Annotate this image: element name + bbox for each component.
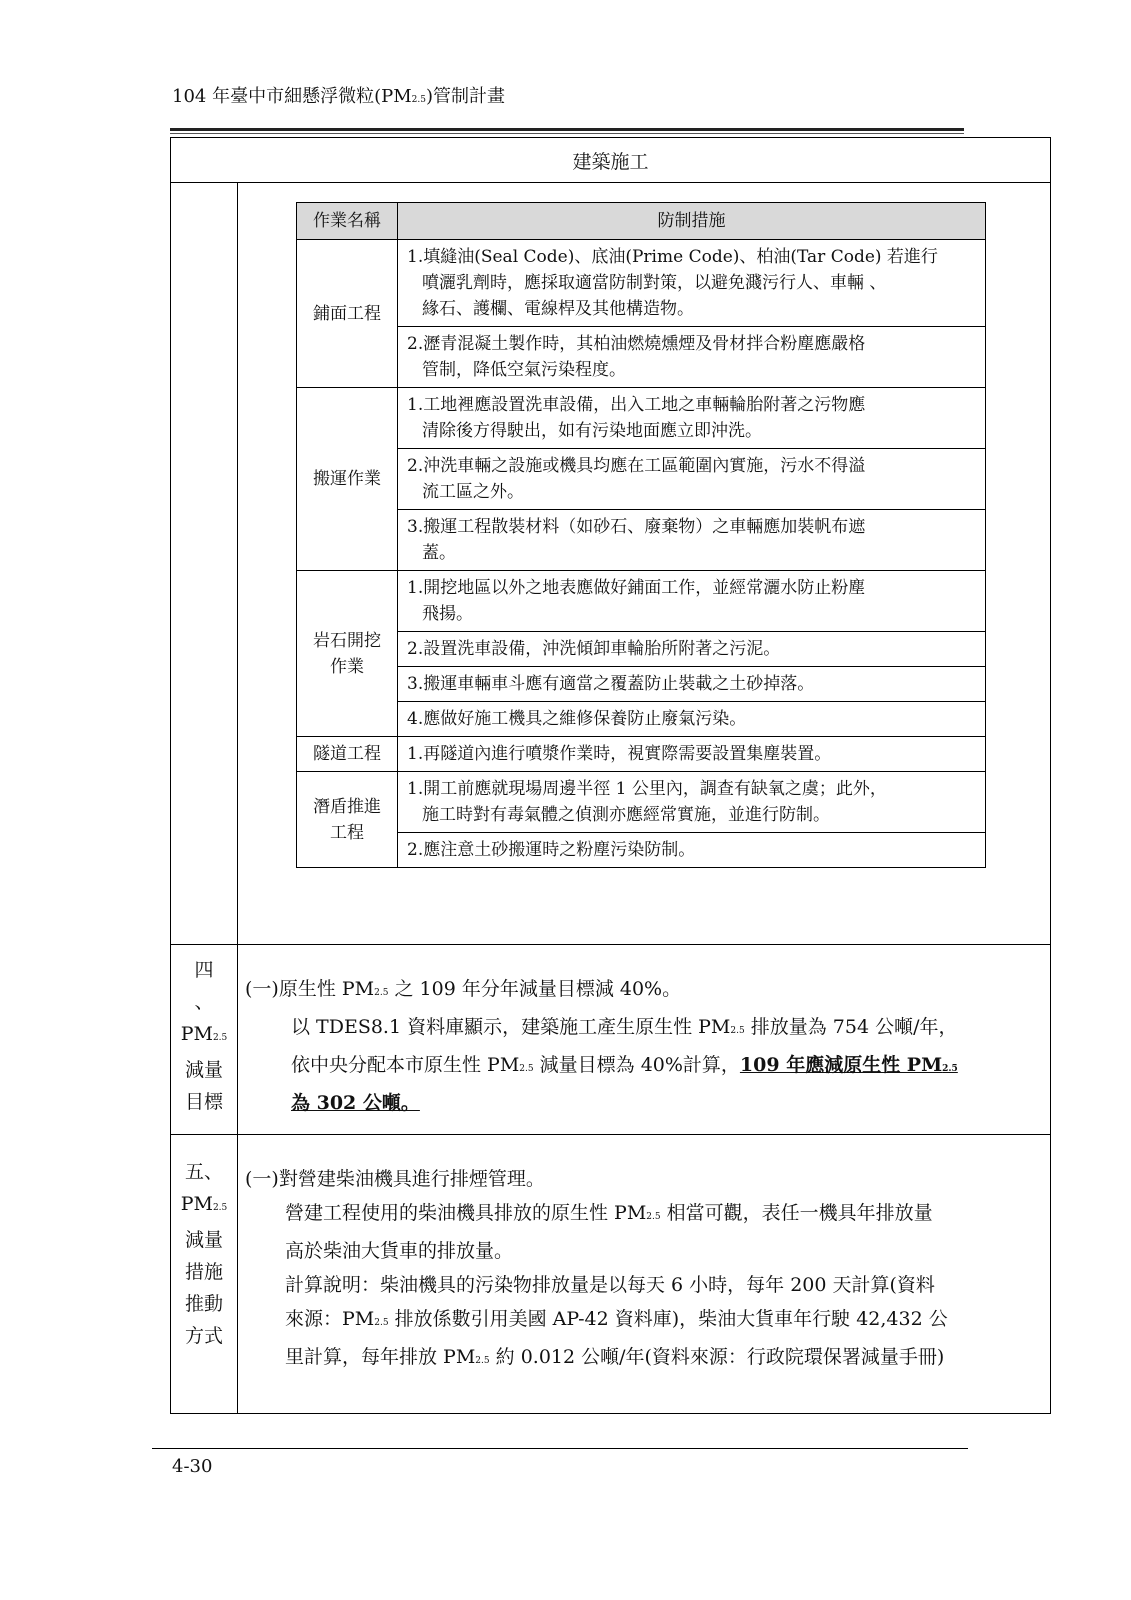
main-table bbox=[170, 137, 1051, 1414]
column-divider bbox=[237, 182, 238, 1413]
measure-cell: 2.設置洗車設備，沖洗傾卸車輪胎所附著之污泥。 bbox=[398, 632, 986, 667]
running-header: 104 年臺中市細懸浮微粒(PM2.5)管制計畫 bbox=[172, 86, 506, 107]
measure-cell: 4.應做好施工機具之維修保養防止廢氣污染。 bbox=[398, 702, 986, 737]
table-row bbox=[297, 737, 986, 772]
section5-text bbox=[245, 1162, 1045, 1378]
category-cell: 鋪面工程 bbox=[297, 240, 398, 388]
table-row bbox=[297, 833, 986, 868]
measure-cell: 3.搬運工程散裝材料（如砂石、廢棄物）之車輛應加裝帆布遮 蓋。 bbox=[398, 510, 986, 571]
measure-cell: 2.沖洗車輛之設施或機具均應在工區範圍內實施，污水不得溢 流工區之外。 bbox=[398, 449, 986, 510]
col-operation: 作業名稱 bbox=[297, 203, 398, 240]
paragraph: 來源：PM2.5 排放係數引用美國 AP-42 資料庫)，柴油大貨車年行駛 42,432 公 bbox=[285, 1308, 948, 1330]
table-row bbox=[297, 240, 986, 327]
table-row bbox=[297, 632, 986, 667]
measure-cell: 1.填縫油(Seal Code)、底油(Prime Code)、柏油(Tar Code) 若進行 噴灑乳劑時，應採取適當防制對策，以避免濺污行人、車輛 、 緣石、護欄、電線桿及其他構造物。 bbox=[398, 240, 986, 327]
category-cell: 搬運作業 bbox=[297, 388, 398, 571]
table-row bbox=[297, 449, 986, 510]
category-cell: 隧道工程 bbox=[297, 737, 398, 772]
paragraph: 營建工程使用的柴油機具排放的原生性 PM2.5 相當可觀，表任一機具年排放量 bbox=[285, 1202, 933, 1224]
paragraph: 依中央分配本市原生性 PM2.5 減量目標為 40%計算，109 年應減原生性 PM2.5 bbox=[291, 1054, 958, 1076]
paragraph: 高於柴油大貨車的排放量。 bbox=[285, 1240, 514, 1262]
measure-cell: 3.搬運車輛車斗應有適當之覆蓋防止裝載之土砂掉落。 bbox=[398, 667, 986, 702]
table-row bbox=[297, 571, 986, 632]
col-measures: 防制措施 bbox=[398, 203, 986, 240]
measure-cell: 1.再隧道內進行噴漿作業時，視實際需要設置集塵裝置。 bbox=[398, 737, 986, 772]
paragraph: 為 302 公噸。 bbox=[291, 1092, 420, 1114]
table-row bbox=[297, 702, 986, 737]
section4-text bbox=[245, 972, 1045, 1120]
highlight-target: 109 年應減原生性 PM2.5 bbox=[739, 1054, 958, 1076]
measure-cell: 2.瀝青混凝土製作時，其柏油燃燒燻煙及骨材拌合粉塵應嚴格 管制，降低空氣污染程度。 bbox=[398, 327, 986, 388]
measure-cell: 1.工地裡應設置洗車設備，出入工地之車輛輪胎附著之污物應 清除後方得駛出，如有污染地面應立即沖洗。 bbox=[398, 388, 986, 449]
measure-cell: 1.開挖地區以外之地表應做好鋪面工作，並經常灑水防止粉塵 飛揚。 bbox=[398, 571, 986, 632]
footer-rule bbox=[152, 1448, 968, 1449]
section-divider bbox=[171, 1134, 1050, 1135]
section4-heading: (一)原生性 PM2.5 之 109 年分年減量目標減 40%。 bbox=[245, 978, 682, 1000]
section4-label: 四 、 PM2.5 減量 目標 bbox=[180, 959, 228, 1113]
paragraph: 計算說明：柴油機具的污染物排放量是以每天 6 小時，每年 200 天計算(資料 bbox=[285, 1274, 935, 1296]
paragraph: 里計算，每年排放 PM2.5 約 0.012 公噸/年(資料來源：行政院環保署減量手冊) bbox=[285, 1346, 945, 1368]
section-divider bbox=[171, 944, 1050, 945]
table-row bbox=[297, 510, 986, 571]
paragraph: 以 TDES8.1 資料庫顯示，建築施工產生原生性 PM2.5 排放量為 754 公噸/年， bbox=[291, 1016, 958, 1038]
section5-label: 五、 PM2.5 減量 措施 推動 方式 bbox=[180, 1161, 228, 1347]
measure-cell: 1.開工前應就現場周邊半徑 1 公里內，調查有缺氧之虞；此外， 施工時對有毒氣體之偵測亦應經常實施，並進行防制。 bbox=[398, 772, 986, 833]
category-cell: 潛盾推進 工程 bbox=[297, 772, 398, 868]
section-title: 建築施工 bbox=[171, 138, 1050, 183]
measures-table bbox=[296, 202, 986, 868]
header-rule bbox=[170, 128, 964, 131]
measure-cell: 2.應注意土砂搬運時之粉塵污染防制。 bbox=[398, 833, 986, 868]
table-row bbox=[297, 327, 986, 388]
table-row bbox=[297, 388, 986, 449]
table-row bbox=[297, 667, 986, 702]
section5-heading: (一)對營建柴油機具進行排煙管理。 bbox=[245, 1168, 545, 1190]
table-row bbox=[297, 772, 986, 833]
category-cell: 岩石開挖 作業 bbox=[297, 571, 398, 737]
header-rule-thin bbox=[170, 133, 964, 134]
table-header-row bbox=[297, 203, 986, 240]
page-number: 4-30 bbox=[172, 1456, 213, 1477]
